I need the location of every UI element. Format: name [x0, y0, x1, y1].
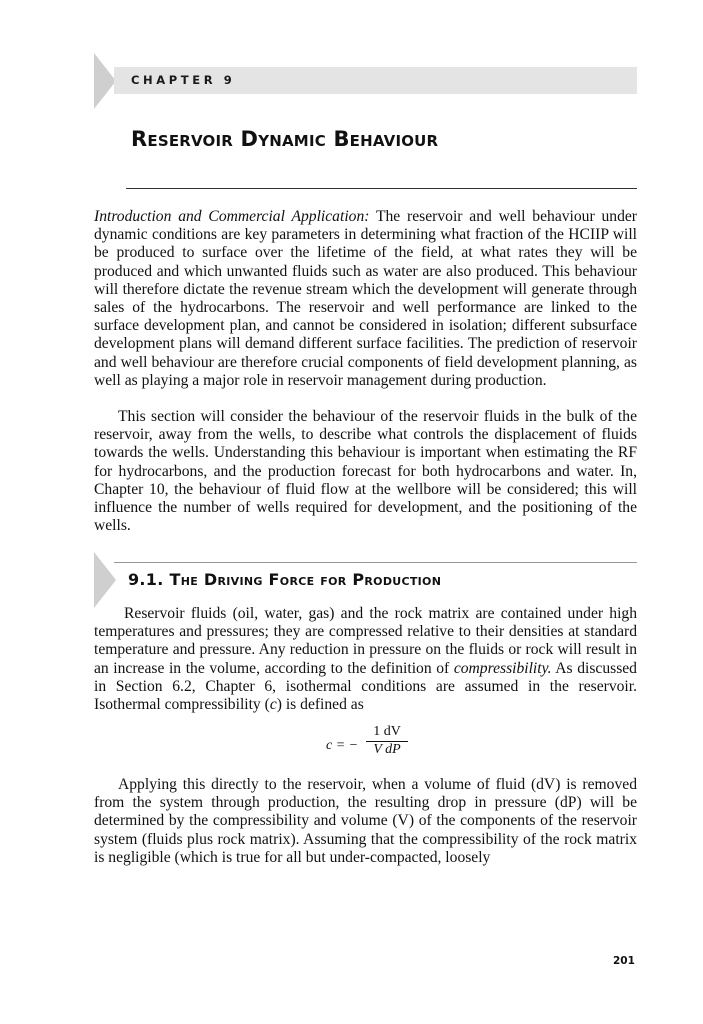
- chapter-label: CHAPTER 9: [131, 73, 236, 87]
- page-number: 201: [613, 955, 635, 967]
- intro-paragraph: [94, 208, 637, 390]
- section-text-2: As discussed in Section 6.2, Chapter 6, isothermal conditions are assumed in the reservoir. Isothermal compressibility (: [94, 659, 637, 714]
- section-divider: [114, 562, 637, 563]
- section-text-3: ) is defined as: [276, 696, 364, 714]
- section-text-1: Reservoir fluids (oil, water, gas) and the rock matrix are contained under high temperatures and pressures; they are compressed relative to their densities at standard temperature and pressure. Any reduction in pressure on the fluids or rock will result in an increase in the volume, according to the definition of: [94, 605, 637, 677]
- term-compressibility: compressibility.: [453, 659, 552, 677]
- equation-denominator: V dP: [373, 742, 401, 757]
- section-paragraph-1: [94, 605, 637, 714]
- chapter-arrow-icon: [94, 53, 116, 109]
- section-heading: [128, 570, 441, 589]
- intro-paragraph-2: This section will consider the behaviour of the reservoir fluids in the bulk of the reservoir, away from the wells, to describe what controls the displacement of fluids towards the wells. Understanding this behaviour is important when estimating the RF for hydrocarbons, and the production forecast for both hydrocarbons and water. In, Chapter 10, the behaviour of fluid flow at the wellbore will be considered; this will influence the number of wells required for development, and the positioning of the wells.: [94, 408, 637, 535]
- symbol-c: c: [269, 696, 277, 714]
- section-title: The Driving Force for Production: [169, 570, 442, 589]
- intro-lead: Introduction and Commercial Application:: [94, 208, 370, 225]
- section-number: 9.1.: [128, 570, 164, 589]
- section-paragraph-2: Applying this directly to the reservoir, when a volume of fluid (dV) is removed from the system through production, the resulting drop in pressure (dP) will be determined by the compressibility and volume (V) of the components of the reservoir system (fluids plus rock matrix). Assuming that the compressibility of the rock matrix is negligible (which is true for all but under-compacted, loosely: [94, 776, 637, 866]
- chapter-title: Reservoir Dynamic Behaviour: [131, 127, 439, 151]
- equation-numerator: 1 dV: [373, 724, 401, 739]
- equation-lhs: c = −: [326, 738, 359, 753]
- section-arrow-icon: [94, 552, 116, 608]
- title-divider: [126, 188, 637, 189]
- equation-fraction: [366, 724, 408, 759]
- intro-text: The reservoir and well behaviour under dynamic conditions are key parameters in determining what fraction of the HCIIP will be produced to surface over the lifetime of the field, at what rates they will be produced and which unwanted fluids such as water are also produced. This behaviour will therefore dictate the revenue stream which the development will generate through sales of the hydrocarbons. The reservoir and well performance are linked to the surface development plan, and cannot be considered in isolation; different subsurface development plans will demand different surface facilities. The prediction of reservoir and well behaviour are therefore crucial components of field development planning, as well as playing a major role in reservoir management during production.: [94, 208, 637, 389]
